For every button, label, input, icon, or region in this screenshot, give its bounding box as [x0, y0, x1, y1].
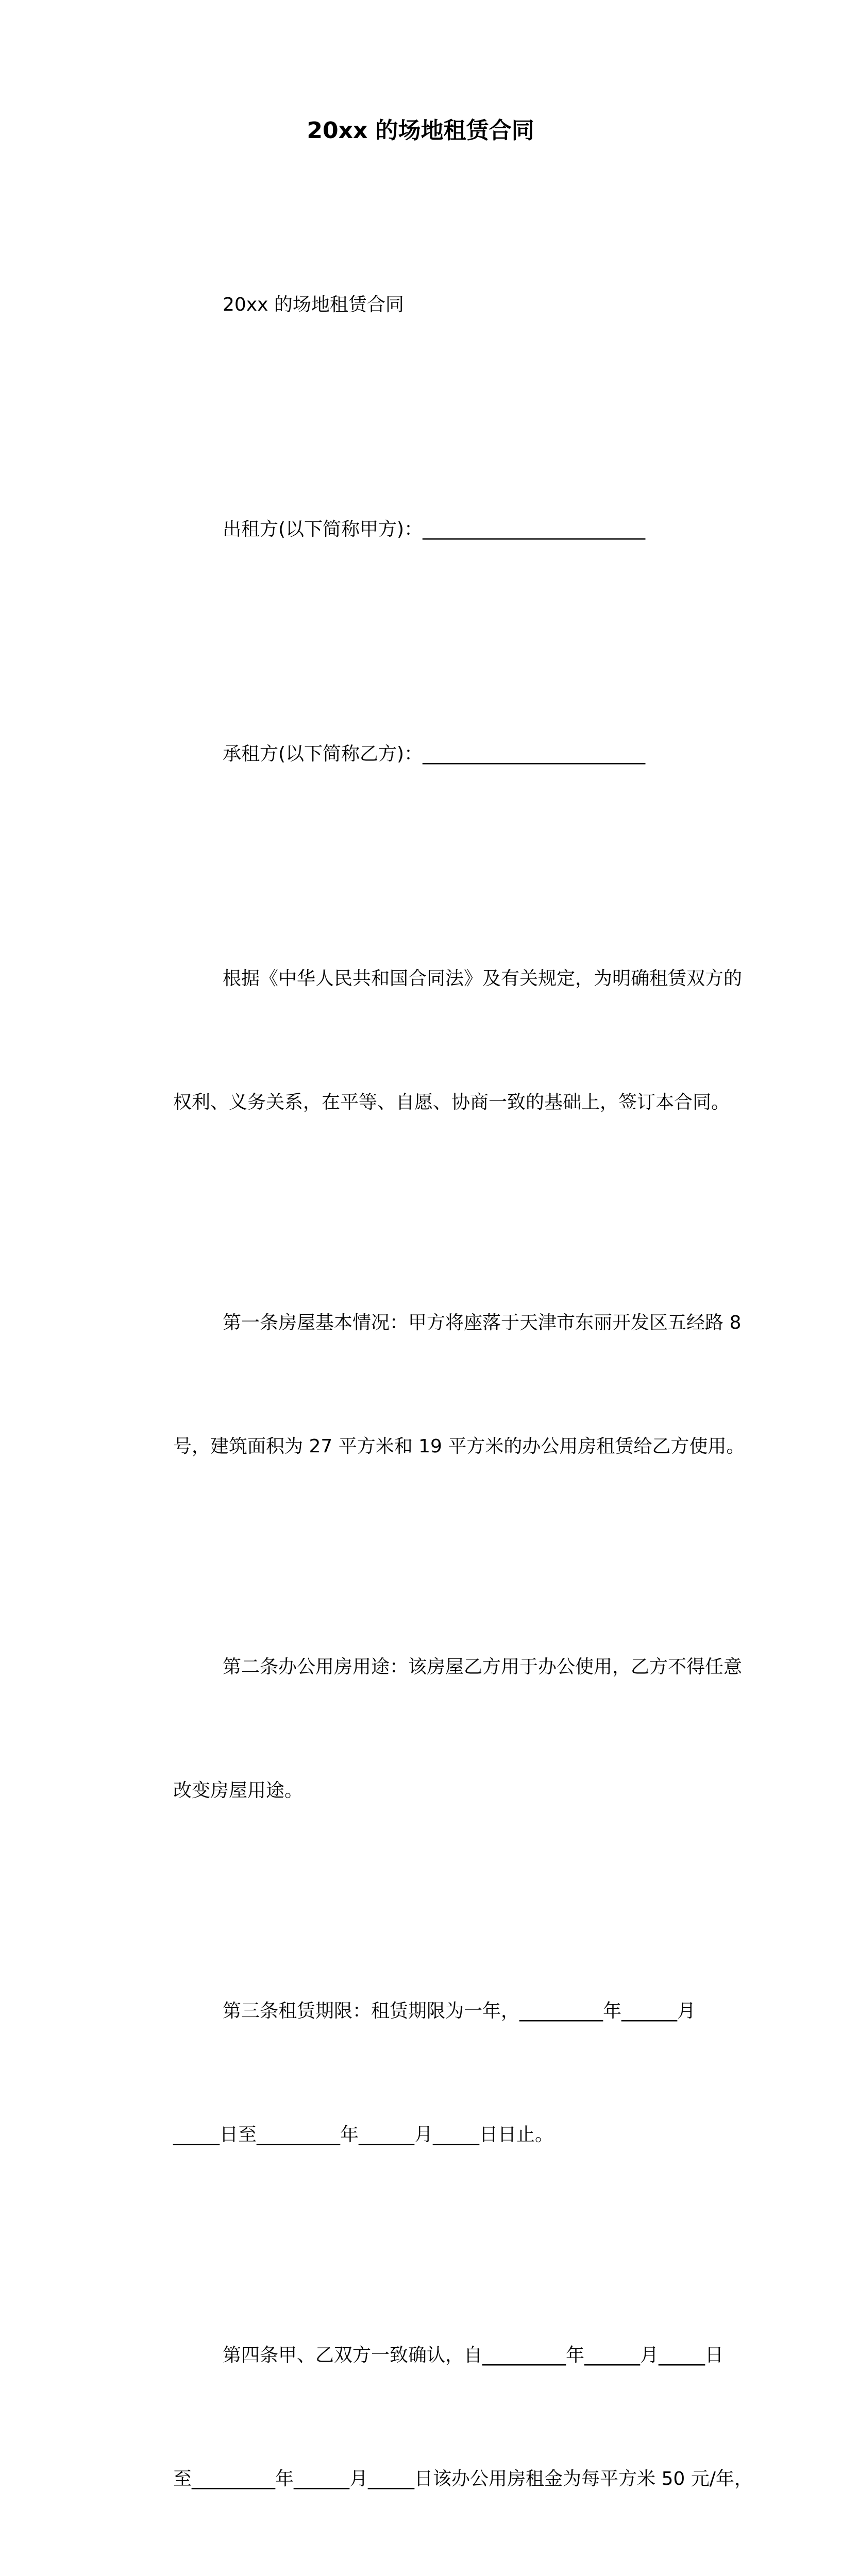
paragraph-line: 第四条甲、乙双方一致确认，自_________年______月_____日: [223, 2345, 724, 2366]
paragraph-article-3: [124, 1908, 721, 2238]
paragraph-line: 20xx 的场地租赁合同: [223, 294, 404, 315]
paragraph-line: 至_________年______月_____日该办公用房租金为每平方米 50 元/年，: [173, 2468, 753, 2489]
paragraph-subtitle: [124, 202, 721, 408]
paragraph-lessee: [124, 651, 721, 857]
paragraph-line: 第一条房屋基本情况：甲方将座落于天津市东丽开发区五经路 8: [223, 1312, 742, 1333]
paragraph-line: 根据《中华人民共和国合同法》及有关规定，为明确租赁双方的: [223, 968, 743, 989]
paragraph-preamble: [124, 876, 743, 1206]
paragraph-article-1: [124, 1220, 745, 1550]
paragraph-article-4: [124, 2252, 753, 2576]
paragraph-line: 出租方(以下简称甲方)：________________________: [223, 519, 646, 540]
paragraph-line: 改变房屋用途。: [173, 1780, 304, 1801]
paragraph-article-2: [124, 1564, 743, 1894]
paragraph-line: 号，建筑面积为 27 平方米和 19 平方米的办公用房租赁给乙方使用。: [173, 1436, 745, 1457]
document-title: 20xx 的场地租赁合同: [307, 117, 534, 144]
paragraph-line: 第二条办公用房用途：该房屋乙方用于办公使用，乙方不得任意: [223, 1656, 743, 1677]
paragraph-lessor: [124, 427, 721, 633]
paragraph-line: 承租方(以下简称乙方)：________________________: [223, 743, 646, 765]
document-body: [124, 202, 753, 2576]
paragraph-line: 权利、义务关系，在平等、自愿、协商一致的基础上，签订本合同。: [173, 1092, 730, 1113]
paragraph-line: 第三条租赁期限：租赁期限为一年，_________年______月: [223, 2001, 696, 2022]
paragraph-line: _____日至_________年______月_____日日止。: [173, 2124, 554, 2145]
